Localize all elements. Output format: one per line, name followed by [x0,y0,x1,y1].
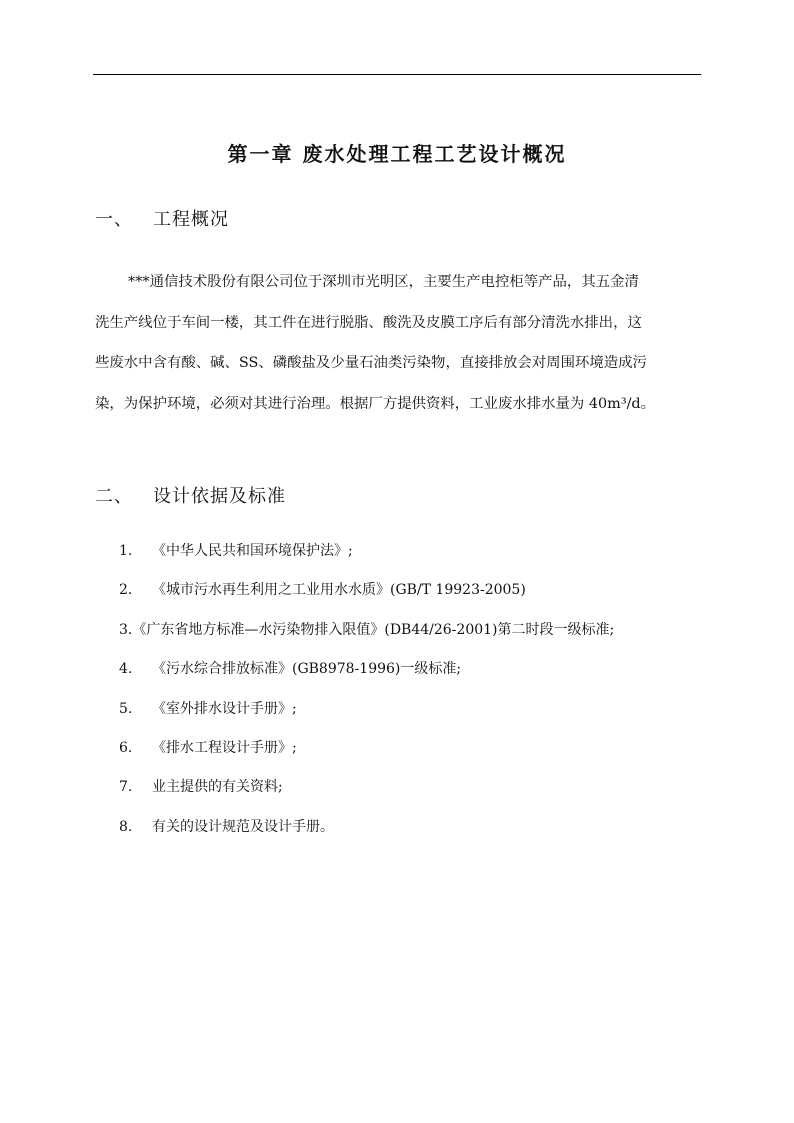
list-item [119,538,709,577]
paragraph-line: 染，为保护环境，必须对其进行治理。根据厂方提供资料，工业废水排水量为 40m³/d。 [95,395,656,412]
paragraph-line: ***通信技术股份有限公司位于深圳市光明区，主要生产电控柜等产品，其五金清 [128,274,639,290]
list-item-text: 《污水综合排放标准》(GB8978-1996)一级标准; [152,661,462,678]
list-item-text: 业主提供的有关资料; [152,779,283,796]
section-heading-overview [95,207,229,233]
list-item-text: 有关的设计规范及设计手册。 [152,818,334,835]
list-item-text: 《室外排水设计手册》; [152,700,297,717]
list-item-number: 4. [119,661,133,678]
header-rule [93,74,701,75]
list-item-number: 8. [119,818,133,835]
section-heading-design-basis [95,484,286,510]
section-title: 工程概况 [153,209,229,230]
design-basis-list [119,538,709,853]
list-item [119,735,709,774]
list-item-number: 7. [119,779,133,796]
list-item-text: 《城市污水再生利用之工业用水水质》(GB/T 19923-2005) [152,582,526,599]
section-number: 一、 [95,209,133,230]
list-item [119,774,709,813]
section-title: 设计依据及标准 [153,486,286,507]
list-item [119,656,709,695]
overview-paragraph [95,262,703,424]
list-item-text: 《排水工程设计手册》; [152,739,297,756]
list-item-text: 《广东省地方标准—水污染物排入限值》(DB44/26-2001)第二时段一级标准; [132,621,615,638]
paragraph-line: 些废水中含有酸、碱、SS、磷酸盐及少量石油类污染物，直接排放会对周围环境造成污 [95,355,647,371]
chapter-title: 第一章 废水处理工程工艺设计概况 [227,142,567,166]
list-item-number: 1. [119,543,133,559]
list-item-number: 3. [119,621,133,638]
list-item-number: 5. [119,700,133,717]
list-item-number: 6. [119,739,133,756]
list-item-text: 《中华人民共和国环境保护法》; [152,543,353,559]
paragraph-line: 洗生产线位于车间一楼，其工件在进行脱脂、酸洗及皮膜工序后有部分清洗水排出，这 [95,314,642,331]
list-item-number: 2. [119,582,133,599]
list-item [119,617,709,656]
section-number: 二、 [95,486,133,507]
list-item [119,696,709,735]
list-item [119,577,709,616]
list-item [119,814,709,853]
